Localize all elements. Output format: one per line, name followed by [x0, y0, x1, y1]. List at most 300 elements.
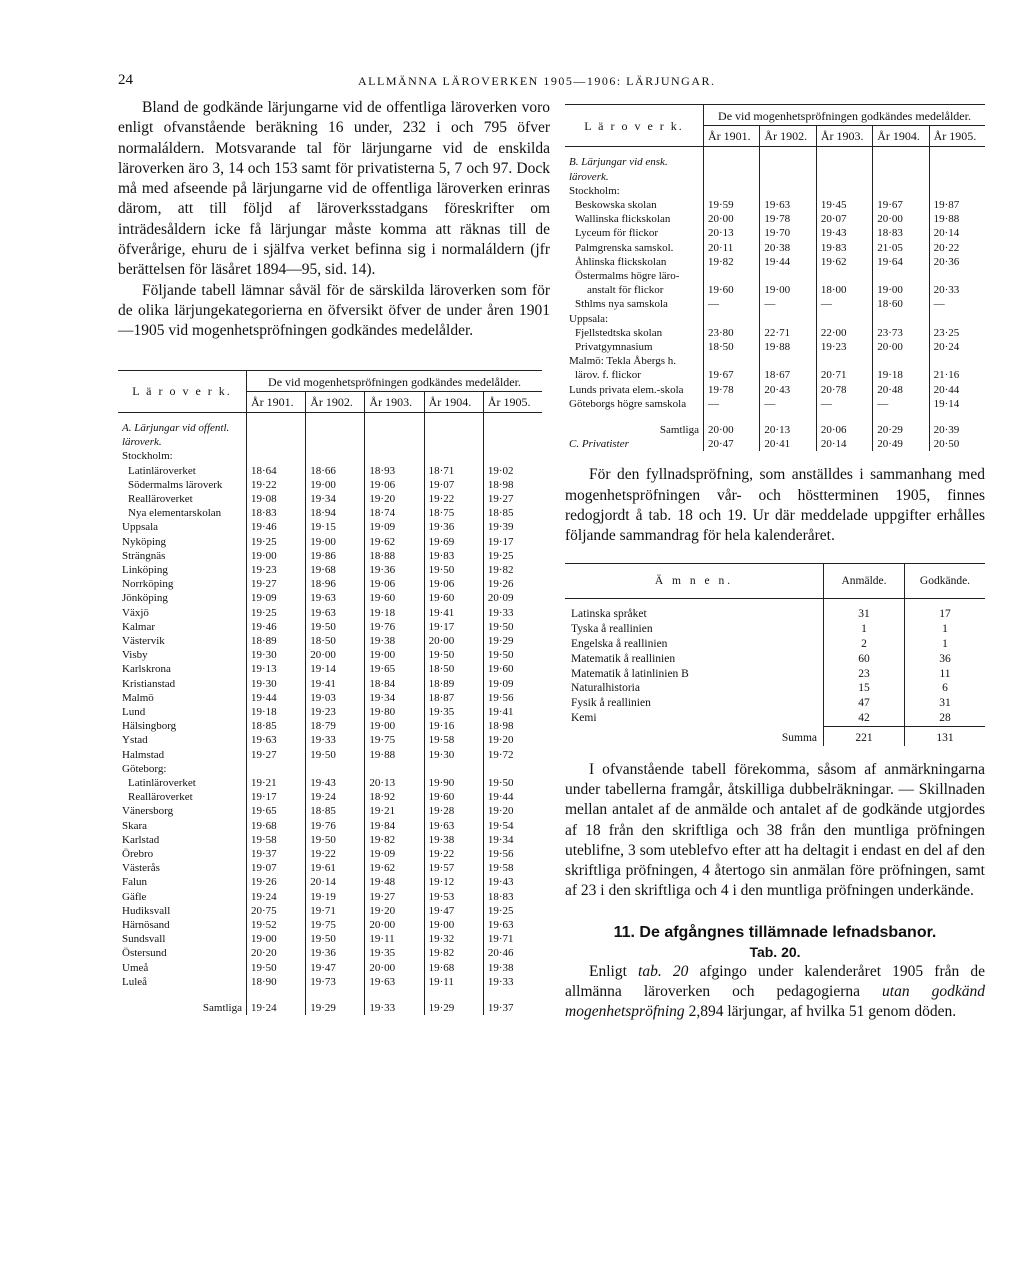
- text-run: 2,894 lärjungar, af hvilka 51 genom döden.: [684, 1003, 957, 1021]
- spacer-row: [565, 599, 985, 608]
- registered-count: 60: [824, 652, 905, 667]
- total-registered: 221: [824, 726, 905, 745]
- row-label: Latinläroverket: [118, 776, 247, 790]
- paragraph-leavers: [565, 962, 985, 1023]
- spacer-cell: [365, 412, 424, 421]
- value-cell: [306, 762, 365, 776]
- value-cell: 18·98: [487, 478, 514, 491]
- value-cell: 20·00: [873, 212, 929, 226]
- value-cell: 21·16: [933, 369, 960, 382]
- value-cell: 18·71: [424, 464, 483, 478]
- value-cell: [929, 184, 985, 198]
- value-cell: 19·23: [247, 563, 306, 577]
- value-cell: 19·14: [306, 662, 365, 676]
- value-cell: 19·22: [424, 847, 483, 861]
- value-cell: 19·50: [487, 620, 514, 633]
- value-cell: [816, 269, 872, 283]
- row-label: Norrköping: [118, 577, 247, 591]
- value-cell: 19·63: [365, 975, 424, 989]
- row-label: Stockholm:: [118, 449, 247, 463]
- total-value: 20·13: [760, 419, 816, 437]
- value-cell: 19·63: [306, 591, 365, 605]
- value-cell: [483, 762, 542, 776]
- table-row: [118, 662, 542, 676]
- table-row: [118, 705, 542, 719]
- value-cell: 19·83: [424, 549, 483, 563]
- value-cell: 19·48: [365, 875, 424, 889]
- value-cell: 19·37: [247, 847, 306, 861]
- row-label: Kristianstad: [118, 677, 247, 691]
- registered-count: 23: [824, 667, 905, 682]
- value-cell: 19·20: [365, 492, 424, 506]
- table-row: [118, 890, 542, 904]
- value-cell: 19·87: [933, 199, 960, 212]
- value-cell: 20·43: [760, 383, 816, 397]
- row-label: Lund: [118, 705, 247, 719]
- value-cell: 20·71: [816, 368, 872, 382]
- value-cell: 19·34: [365, 691, 424, 705]
- table-row: [118, 535, 542, 549]
- row-label: Halmstad: [118, 748, 247, 762]
- value-cell: 19·82: [424, 946, 483, 960]
- value-cell: 18·60: [873, 297, 929, 311]
- value-cell: 19·15: [306, 520, 365, 534]
- value-cell: 19·36: [424, 520, 483, 534]
- row-label: Visby: [118, 648, 247, 662]
- table-row: [118, 847, 542, 861]
- value-cell: 19·58: [424, 733, 483, 747]
- total-value: 20·39: [933, 424, 960, 437]
- value-cell: 19·75: [365, 733, 424, 747]
- value-cell: [816, 184, 872, 198]
- column-header-year: År 1903.: [365, 391, 424, 412]
- value-cell: 19·18: [873, 368, 929, 382]
- value-cell: [929, 354, 985, 368]
- row-label: Realläroverket: [118, 790, 247, 804]
- table-row: [118, 492, 542, 506]
- value-cell: 19·06: [424, 577, 483, 591]
- value-cell: 19·61: [306, 861, 365, 875]
- value-cell: 19·41: [306, 677, 365, 691]
- subject-name: Kemi: [565, 711, 824, 726]
- spacer-row: [565, 147, 985, 156]
- value-cell: 19·50: [424, 648, 483, 662]
- row-label: Vänersborg: [118, 804, 247, 818]
- spacer-cell: [873, 147, 929, 156]
- table-row: [118, 961, 542, 975]
- value-cell: [760, 184, 816, 198]
- value-cell: 19·00: [247, 932, 306, 946]
- value-cell: 19·00: [365, 719, 424, 733]
- average-age-table-public: [118, 370, 542, 1016]
- column-header-main: De vid mogenhetspröfningen godkändes medelålder.: [704, 105, 986, 126]
- table-row: [118, 932, 542, 946]
- subjects-table: [565, 563, 985, 746]
- value-cell: [704, 269, 760, 283]
- value-cell: 20·11: [704, 241, 760, 255]
- value-cell: 19·16: [424, 719, 483, 733]
- value-cell: 20·47: [704, 437, 760, 451]
- value-cell: [704, 354, 760, 368]
- value-cell: 19·09: [365, 520, 424, 534]
- value-cell: 19·14: [933, 397, 960, 410]
- row-label: Karlstad: [118, 833, 247, 847]
- value-cell: 19·35: [365, 946, 424, 960]
- value-cell: 19·25: [247, 606, 306, 620]
- total-row: [118, 997, 542, 1015]
- approved-count: 31: [939, 697, 951, 710]
- approved-count: 17: [939, 608, 951, 621]
- value-cell: 19·46: [247, 520, 306, 534]
- row-label: Luleå: [118, 975, 247, 989]
- page-header: [118, 72, 908, 92]
- spacer-cell: [760, 411, 816, 419]
- value-cell: [873, 312, 929, 326]
- table-row: [118, 591, 542, 605]
- table-row: [565, 340, 985, 354]
- value-cell: 19·34: [487, 833, 514, 846]
- value-cell: 18·67: [760, 368, 816, 382]
- value-cell: 18·50: [704, 340, 760, 354]
- value-cell: 20·13: [704, 226, 760, 240]
- value-cell: 19·88: [760, 340, 816, 354]
- running-head: ALLMÄNNA LÄROVERKEN 1905—1906: LÄRJUNGAR.: [358, 74, 716, 88]
- value-cell: [816, 354, 872, 368]
- value-cell: 19·35: [424, 705, 483, 719]
- value-cell: 19·82: [704, 255, 760, 269]
- value-cell: 18·89: [247, 634, 306, 648]
- value-cell: 19·50: [487, 777, 514, 790]
- value-cell: 19·73: [306, 975, 365, 989]
- subject-name: Matematik å reallinien: [565, 652, 824, 667]
- value-cell: [424, 421, 483, 449]
- table-row: [565, 255, 985, 269]
- value-cell: 19·80: [365, 705, 424, 719]
- column-header-year: År 1902.: [306, 391, 365, 412]
- table-row: [565, 269, 985, 283]
- privatister-row: [565, 437, 985, 451]
- approved-count: 1: [942, 623, 948, 636]
- value-cell: 20·78: [816, 383, 872, 397]
- value-cell: 18·84: [365, 677, 424, 691]
- value-cell: [929, 269, 985, 283]
- table-row: [118, 648, 542, 662]
- subject-name: Matematik å latinlinien B: [565, 667, 824, 682]
- value-cell: 19·34: [306, 492, 365, 506]
- value-cell: 23·73: [873, 326, 929, 340]
- value-cell: [247, 421, 306, 449]
- value-cell: 19·63: [487, 919, 514, 932]
- table-body: [118, 412, 542, 1015]
- value-cell: 18·83: [487, 890, 514, 903]
- total-value: 20·00: [704, 419, 760, 437]
- spacer-cell: [365, 989, 424, 997]
- table-row: [565, 326, 985, 340]
- value-cell: 19·00: [306, 535, 365, 549]
- value-cell: 19·60: [704, 283, 760, 297]
- table-label: Tab. 20.: [749, 943, 801, 960]
- value-cell: 22·71: [760, 326, 816, 340]
- value-cell: 19·52: [247, 918, 306, 932]
- spacer-cell: [816, 411, 872, 419]
- table-row: [565, 667, 985, 682]
- table-row: [565, 383, 985, 397]
- value-cell: 19·43: [306, 776, 365, 790]
- value-cell: 19·71: [306, 904, 365, 918]
- value-cell: 19·63: [306, 606, 365, 620]
- row-label: Privatgymnasium: [565, 340, 704, 354]
- value-cell: 23·80: [704, 326, 760, 340]
- value-cell: 19·59: [704, 198, 760, 212]
- value-cell: 19·56: [487, 691, 514, 704]
- row-label: Wallinska flickskolan: [565, 212, 704, 226]
- value-cell: 18·64: [247, 464, 306, 478]
- value-cell: —: [933, 298, 945, 311]
- registered-count: 42: [824, 711, 905, 726]
- value-cell: 18·00: [816, 283, 872, 297]
- value-cell: 19·18: [365, 606, 424, 620]
- value-cell: 19·50: [306, 833, 365, 847]
- value-cell: 20·20: [247, 946, 306, 960]
- column-header-year: År 1902.: [760, 126, 816, 147]
- value-cell: 19·13: [247, 662, 306, 676]
- value-cell: 20·00: [704, 212, 760, 226]
- table-row: [118, 975, 542, 989]
- value-cell: 19·75: [306, 918, 365, 932]
- value-cell: 19·63: [247, 733, 306, 747]
- value-cell: [306, 421, 365, 449]
- value-cell: 20·14: [933, 227, 960, 240]
- value-cell: 19·00: [247, 549, 306, 563]
- table-row: [118, 819, 542, 833]
- value-cell: 20·48: [873, 383, 929, 397]
- row-label: Hälsingborg: [118, 719, 247, 733]
- value-cell: 18·85: [487, 507, 514, 520]
- value-cell: 19·62: [365, 861, 424, 875]
- value-cell: 19·23: [816, 340, 872, 354]
- value-cell: 19·09: [247, 591, 306, 605]
- value-cell: 18·74: [365, 506, 424, 520]
- approved-count: 1: [942, 638, 948, 651]
- table-row: [118, 733, 542, 747]
- row-label: Hudiksvall: [118, 904, 247, 918]
- value-cell: 19·60: [424, 790, 483, 804]
- row-label: Realläroverket: [118, 492, 247, 506]
- value-cell: 18·90: [247, 975, 306, 989]
- table-row: [118, 549, 542, 563]
- row-label: Jönköping: [118, 591, 247, 605]
- spacer-cell: [483, 412, 542, 421]
- value-cell: 19·11: [365, 932, 424, 946]
- value-cell: —: [704, 297, 760, 311]
- value-cell: 19·90: [424, 776, 483, 790]
- value-cell: 19·21: [247, 776, 306, 790]
- section-title: 11. De afgångnes tillämnade lefnadsbanor.: [613, 923, 937, 941]
- average-age-table-private: [565, 104, 985, 451]
- value-cell: 19·33: [306, 733, 365, 747]
- value-cell: 19·88: [365, 748, 424, 762]
- subject-name: Latinska språket: [565, 607, 824, 622]
- spacer-cell: [247, 989, 306, 997]
- value-cell: 19·84: [365, 819, 424, 833]
- value-cell: 19·38: [487, 961, 514, 974]
- spacer-cell: [247, 412, 306, 421]
- value-cell: [760, 269, 816, 283]
- value-cell: 19·47: [306, 961, 365, 975]
- value-cell: [483, 421, 542, 449]
- value-cell: 19·60: [424, 591, 483, 605]
- row-label: Stockholm:: [565, 184, 704, 198]
- value-cell: 19·28: [424, 804, 483, 818]
- value-cell: [873, 155, 929, 183]
- value-cell: 19·21: [365, 804, 424, 818]
- approved-count: 6: [942, 682, 948, 695]
- table-row: [118, 904, 542, 918]
- table-row: [118, 620, 542, 634]
- table-row: [118, 520, 542, 534]
- value-cell: 19·08: [247, 492, 306, 506]
- column-header-year: År 1901.: [704, 126, 760, 147]
- value-cell: 19·76: [365, 620, 424, 634]
- subject-name: Fysik å reallinien: [565, 696, 824, 711]
- value-cell: 19·39: [487, 521, 514, 534]
- paragraph-normal-age: Bland de godkände lärjungarne vid de offentliga läroverken voro enligt ofvanstående beräkning 16 under, 232 i och 795 öfver normaláldern. Motsvarande tal för lärjungarne vid de enskilda läroverken äro 3, 14 och 153 samt för privatisterna 5, 7 och 97. Dock må med afseende på lärjungarne vid de offentliga läroverken erinras därom, att till följd af läroverksstadgans föreskrifter om inträdesåldern icke få lärjungar måste komma att räknas till de öfverårige, ehuru de i själfva verket befinna sig i normaláldern (jfr berättelsen för läsåret 1894—95, sid. 14).: [118, 99, 550, 279]
- value-cell: 19·22: [424, 492, 483, 506]
- row-label: Västerås: [118, 861, 247, 875]
- value-cell: 20·09: [487, 592, 514, 605]
- value-cell: —: [873, 397, 929, 411]
- total-value: 19·37: [487, 1002, 514, 1015]
- value-cell: 19·69: [424, 535, 483, 549]
- value-cell: 19·33: [487, 606, 514, 619]
- value-cell: 18·88: [365, 549, 424, 563]
- approved-count: 28: [939, 712, 951, 725]
- value-cell: 19·68: [306, 563, 365, 577]
- total-value: 19·29: [306, 997, 365, 1015]
- value-cell: 19·36: [306, 946, 365, 960]
- spacer-cell: [306, 412, 365, 421]
- value-cell: 19·60: [487, 663, 514, 676]
- table-row: [118, 577, 542, 591]
- value-cell: 19·17: [487, 535, 514, 548]
- row-label: Palmgrenska samskol.: [565, 241, 704, 255]
- value-cell: [247, 762, 306, 776]
- value-cell: 20·44: [933, 383, 960, 396]
- value-cell: 19·27: [247, 577, 306, 591]
- row-label: Uppsala:: [565, 312, 704, 326]
- value-cell: 19·44: [487, 791, 514, 804]
- table-row: [565, 368, 985, 382]
- subject-name: Naturalhistoria: [565, 681, 824, 696]
- total-value: 20·06: [816, 419, 872, 437]
- value-cell: 19·36: [365, 563, 424, 577]
- value-cell: 19·30: [247, 648, 306, 662]
- page-number: 24: [118, 72, 133, 88]
- value-cell: 19·50: [247, 961, 306, 975]
- row-label: Nyköping: [118, 535, 247, 549]
- column-header-main: De vid mogenhetspröfningen godkändes medelålder.: [247, 370, 543, 391]
- value-cell: 19·26: [247, 875, 306, 889]
- row-label: Örebro: [118, 847, 247, 861]
- value-cell: 19·32: [424, 932, 483, 946]
- value-cell: 18·93: [365, 464, 424, 478]
- value-cell: 19·18: [247, 705, 306, 719]
- value-cell: 20·49: [873, 437, 929, 451]
- value-cell: 19·50: [306, 932, 365, 946]
- value-cell: 18·89: [424, 677, 483, 691]
- total-value: 19·33: [365, 997, 424, 1015]
- total-label: Samtliga: [565, 419, 704, 437]
- row-label: Uppsala: [118, 520, 247, 534]
- value-cell: 23·25: [933, 326, 960, 339]
- value-cell: 19·53: [424, 890, 483, 904]
- spacer-cell: [704, 411, 760, 419]
- value-cell: —: [816, 397, 872, 411]
- spacer-cell: [929, 147, 985, 156]
- spacer-row: [118, 989, 542, 997]
- value-cell: 19·45: [816, 198, 872, 212]
- row-label: Södermalms läroverk: [118, 478, 247, 492]
- paragraph-table-intro: Följande tabell lämnar såväl för de särskilda läroverken som för de olika lärjungekategorierna en öfversikt öfver de under åren 1901—1905 vid mogenhetspröfningen godkändes medelålder.: [118, 281, 550, 340]
- row-label: Göteborg:: [118, 762, 247, 776]
- value-cell: 19·06: [365, 478, 424, 492]
- value-cell: 19·68: [424, 961, 483, 975]
- table-row: [118, 449, 542, 463]
- value-cell: 20·00: [365, 961, 424, 975]
- value-cell: 19·30: [247, 677, 306, 691]
- table-row: [118, 790, 542, 804]
- value-cell: 19·83: [816, 241, 872, 255]
- table-row: [118, 762, 542, 776]
- table-row: [118, 804, 542, 818]
- value-cell: 18·75: [424, 506, 483, 520]
- spacer-cell: [929, 411, 985, 419]
- value-cell: 19·02: [487, 464, 514, 477]
- value-cell: 19·20: [365, 904, 424, 918]
- value-cell: 19·50: [306, 748, 365, 762]
- value-cell: 18·96: [306, 577, 365, 591]
- value-cell: 19·20: [487, 805, 514, 818]
- spacer-cell: [760, 147, 816, 156]
- value-cell: 19·22: [306, 847, 365, 861]
- value-cell: 19·78: [704, 383, 760, 397]
- value-cell: 20·38: [760, 241, 816, 255]
- value-cell: [704, 312, 760, 326]
- value-cell: 19·00: [424, 918, 483, 932]
- value-cell: 19·43: [816, 226, 872, 240]
- spacer-cell: [565, 599, 824, 608]
- column-header-year: År 1904.: [424, 391, 483, 412]
- value-cell: 19·25: [487, 904, 514, 917]
- table-row: [565, 198, 985, 212]
- value-cell: 19·22: [247, 478, 306, 492]
- value-cell: 19·62: [816, 255, 872, 269]
- table-row: [565, 652, 985, 667]
- value-cell: —: [760, 397, 816, 411]
- table-row: [118, 464, 542, 478]
- value-cell: [760, 312, 816, 326]
- value-cell: 19·82: [365, 833, 424, 847]
- table-row: [118, 918, 542, 932]
- table-row: [118, 606, 542, 620]
- spacer-row: [565, 411, 985, 419]
- value-cell: 19·26: [487, 578, 514, 591]
- registered-count: 15: [824, 681, 905, 696]
- row-label: Lyceum för flickor: [565, 226, 704, 240]
- table-row: [118, 946, 542, 960]
- emphasis: utan godkänd mogenhetspröfning: [565, 983, 985, 1021]
- table-row: [565, 241, 985, 255]
